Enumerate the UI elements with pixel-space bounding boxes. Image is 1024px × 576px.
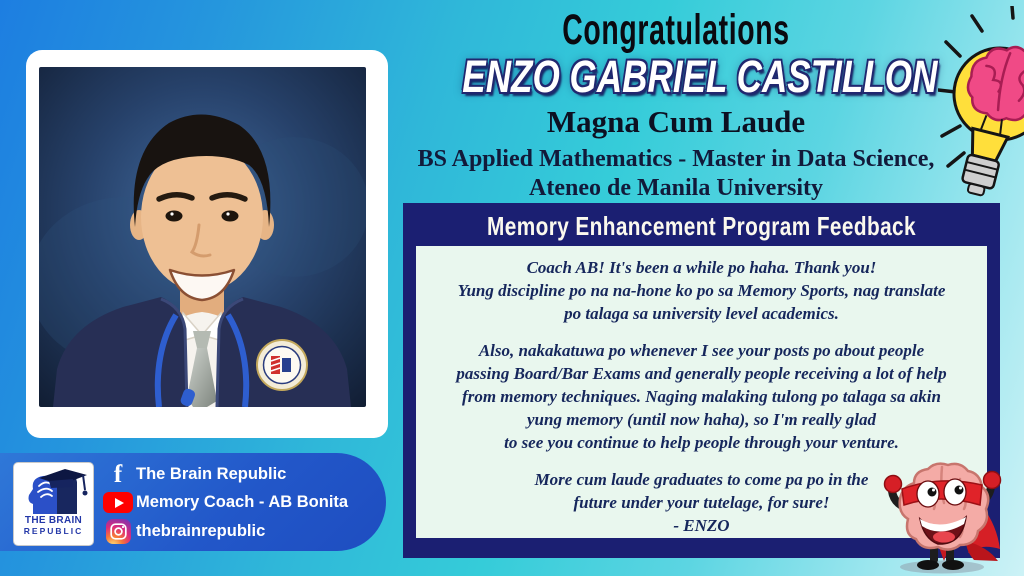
gown-seal xyxy=(257,340,307,390)
feedback-line: to see you continue to help people through your venture. xyxy=(504,433,899,452)
youtube-handle[interactable]: Memory Coach - AB Bonita xyxy=(136,493,349,511)
facebook-handle[interactable]: The Brain Republic xyxy=(136,464,287,483)
youtube-row[interactable] xyxy=(100,489,348,517)
header-block xyxy=(402,6,950,203)
signature-line: - ENZO xyxy=(673,516,730,535)
brand-logo xyxy=(13,462,94,546)
feedback-line: po talaga sa university level academics. xyxy=(564,304,839,323)
degree-line: BS Applied Mathematics - Master in Data Science, xyxy=(417,146,935,172)
graduate-photo xyxy=(39,67,366,407)
feedback-title: Memory Enhancement Program Feedback xyxy=(487,211,916,241)
honor-title: Magna Cum Laude xyxy=(546,104,806,139)
feedback-line: yung memory (until now haha), so I'm really glad xyxy=(526,410,876,429)
instagram-row[interactable] xyxy=(100,517,348,545)
feedback-line: from memory techniques. Naging malaking tulong po talaga sa akin xyxy=(462,387,941,406)
feedback-paragraph xyxy=(430,339,973,454)
lightbulb-brain-icon xyxy=(938,6,1024,204)
feedback-line: Yung discipline po na na-hone ko po sa Memory Sports, nag translate xyxy=(457,281,946,300)
logo-text-top: THE BRAIN xyxy=(24,515,83,526)
logo-text-bottom: REPUBLIC xyxy=(23,526,84,536)
instagram-icon[interactable] xyxy=(100,519,136,544)
facebook-icon[interactable]: f xyxy=(113,460,123,488)
congratulations-text: Congratulations xyxy=(562,6,790,54)
instagram-handle[interactable]: thebrainrepublic xyxy=(136,521,266,540)
feedback-line: passing Board/Bar Exams and generally people receiving a lot of help xyxy=(456,364,947,383)
social-bar xyxy=(0,453,386,551)
graduate-portrait xyxy=(39,67,366,407)
youtube-icon[interactable] xyxy=(100,492,136,513)
photo-frame xyxy=(26,50,388,438)
brain-mascot-icon xyxy=(880,447,1012,576)
feedback-line: future under your tutelage, for sure! xyxy=(573,493,830,512)
feedback-paragraph xyxy=(430,256,973,325)
facebook-row[interactable] xyxy=(100,460,348,488)
feedback-line: More cum laude graduates to come pa po in the xyxy=(534,470,869,489)
social-rows xyxy=(100,460,348,545)
university-line: Ateneo de Manila University xyxy=(529,175,823,201)
graduate-name: ENZO GABRIEL CASTILLON xyxy=(462,51,938,102)
logo-emblem-icon xyxy=(19,466,89,516)
feedback-line: Also, nakakatuwa po whenever I see your posts po about people xyxy=(478,341,925,360)
feedback-line: Coach AB! It's been a while po haha. Thank you! xyxy=(526,258,877,277)
